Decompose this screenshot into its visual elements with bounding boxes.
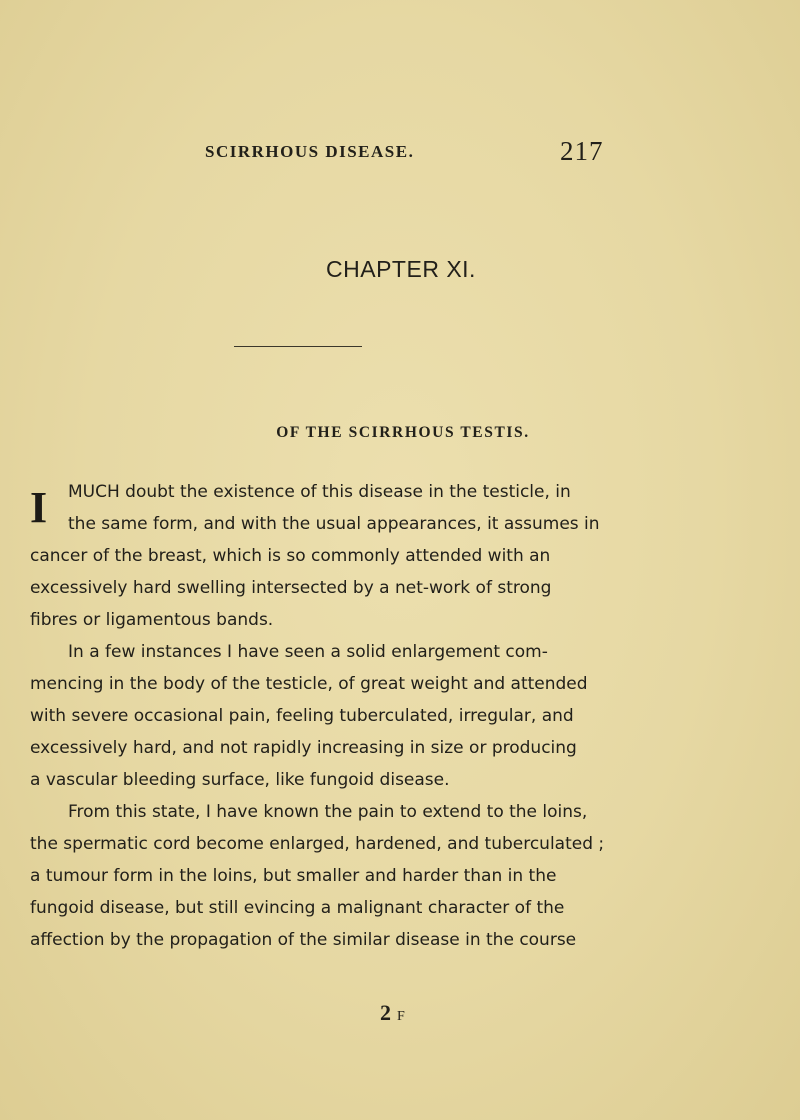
running-head	[0, 136, 800, 166]
chapter-heading: CHAPTER XI.	[326, 256, 476, 282]
running-title: SCIRRHOUS DISEASE.	[205, 142, 415, 161]
text-line: a vascular bleeding surface, like fungoid disease.	[30, 770, 450, 790]
page-number: 217	[560, 136, 604, 166]
text-line: a tumour form in the loins, but smaller and harder than in the	[30, 866, 557, 886]
text-line: From this state, I have known the pain to extend to the loins,	[68, 802, 588, 822]
text-line: with severe occasional pain, feeling tuberculated, irregular, and	[30, 706, 574, 726]
drop-cap: I	[30, 483, 48, 532]
text-line: MUCH doubt the existence of this disease in the testicle, in	[68, 482, 571, 502]
text-line: In a few instances I have seen a solid enlargement com-	[68, 642, 548, 662]
signature-number: 2	[380, 1000, 391, 1025]
text-line: excessively hard swelling intersected by a net-work of strong	[30, 578, 552, 598]
text-line: the spermatic cord become enlarged, hardened, and tuberculated ;	[30, 834, 605, 854]
text-line: affection by the propagation of the similar disease in the course	[30, 930, 577, 950]
text-line: mencing in the body of the testicle, of great weight and attended	[30, 674, 588, 694]
text-line: the same form, and with the usual appearances, it assumes in	[68, 514, 600, 534]
text-line: fibres or ligamentous bands.	[30, 610, 274, 630]
divider-rule	[234, 346, 362, 347]
section-title: OF THE SCIRRHOUS TESTIS.	[276, 424, 530, 441]
text-line: excessively hard, and not rapidly increasing in size or producing	[30, 738, 577, 758]
text-line: fungoid disease, but still evincing a malignant character of the	[30, 898, 565, 918]
signature-mark	[380, 1000, 406, 1026]
signature-letter: F	[397, 1009, 406, 1024]
text-line: cancer of the breast, which is so commonly attended with an	[30, 546, 551, 566]
